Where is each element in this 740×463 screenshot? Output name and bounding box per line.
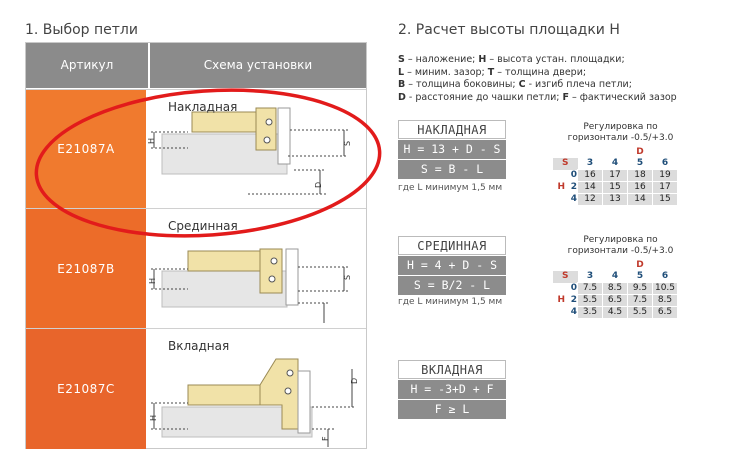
h-value: 2	[570, 295, 577, 305]
legend-line: S – наложение; H – высота устан. площадки;	[398, 54, 625, 65]
value-cell: 9.5	[628, 283, 653, 295]
value-cell: 14	[628, 194, 653, 206]
h-label: H	[557, 182, 565, 192]
table-row	[553, 170, 678, 182]
article-cell: E21087C	[26, 329, 146, 449]
d-value: 4	[611, 271, 619, 281]
value-cell: 5.5	[578, 295, 603, 307]
value-cell: 10.5	[653, 283, 678, 295]
h-value: 2	[570, 182, 577, 192]
formula-note: где L минимум 1,5 мм	[398, 183, 503, 193]
h-value: 4	[570, 307, 577, 317]
diagram-letter-d: D	[350, 377, 359, 384]
formula-line: H = 13 + D - S	[398, 140, 506, 159]
adjustment-grid	[553, 260, 678, 319]
scheme-label: Срединная	[168, 219, 238, 233]
table-row	[553, 295, 678, 307]
d-value: 3	[586, 158, 594, 168]
formula-line: S = B - L	[398, 160, 506, 179]
diagram-letter-f: F	[321, 436, 330, 441]
h-value: 0	[570, 170, 577, 180]
value-cell: 7.5	[628, 295, 653, 307]
s-label: S	[553, 158, 578, 170]
formula-line: H = 4 + D - S	[398, 256, 506, 275]
value-cell: 16	[578, 170, 603, 182]
left-section-title: 1. Выбор петли	[25, 22, 138, 38]
value-cell: 5.5	[628, 307, 653, 319]
s-label: S	[553, 271, 578, 283]
diagram-letter-h: H	[148, 277, 157, 284]
d-label: D	[636, 260, 644, 270]
d-value: 6	[661, 271, 669, 281]
h-label: H	[557, 295, 565, 305]
table-row	[553, 307, 678, 319]
diagram-letter-s: S	[343, 274, 352, 280]
h-value: 0	[570, 283, 577, 293]
value-cell: 17	[603, 170, 628, 182]
header-article: Артикул	[60, 58, 114, 72]
header-scheme: Схема установки	[203, 58, 313, 72]
adjustment-title: Регулировка по горизонтали -0.5/+3.0	[567, 235, 674, 256]
formula-line: H = -3+D + F	[398, 380, 506, 399]
value-cell: 18	[628, 170, 653, 182]
diagram-letter-h: H	[149, 414, 158, 421]
formula-line: F ≥ L	[398, 400, 506, 419]
value-cell: 8.5	[653, 295, 678, 307]
d-value: 4	[611, 158, 619, 168]
diagram-letter-h: H	[147, 137, 156, 144]
value-cell: 15	[603, 182, 628, 194]
value-cell: 6.5	[653, 307, 678, 319]
diagram-letter-d: D	[314, 181, 323, 188]
value-cell: 6.5	[603, 295, 628, 307]
right-section-title: 2. Расчет высоты площадки H	[398, 22, 620, 38]
d-value: 3	[586, 271, 594, 281]
adjustment-table-half-overlay	[553, 235, 688, 319]
adjustment-table-overlay	[553, 122, 688, 206]
h-value: 4	[570, 194, 577, 204]
scheme-label: Накладная	[168, 100, 238, 114]
legend-line: B – толщина боковины; C - изгиб плеча петли;	[398, 79, 632, 90]
value-cell: 12	[578, 194, 603, 206]
value-cell: 13	[603, 194, 628, 206]
formula-line: S = B/2 - L	[398, 276, 506, 295]
legend-line: L – миним. зазор; T – толщина двери;	[398, 66, 587, 78]
legend-line: D - расстояние до чашки петли; F – фактический зазор	[398, 91, 677, 103]
formula-note: где L минимум 1,5 мм	[398, 297, 503, 307]
formula-title: СРЕДИННАЯ	[398, 236, 506, 255]
article-cell: E21087A	[26, 90, 146, 208]
table-row	[553, 182, 678, 194]
value-cell: 14	[578, 182, 603, 194]
adjustment-title: Регулировка по горизонтали -0.5/+3.0	[567, 122, 674, 143]
formula-title: ВКЛАДНАЯ	[398, 360, 506, 379]
table-row	[553, 283, 678, 295]
value-cell: 19	[653, 170, 678, 182]
value-cell: 16	[628, 182, 653, 194]
scheme-label: Вкладная	[168, 339, 230, 353]
value-cell: 3.5	[578, 307, 603, 319]
value-cell: 15	[653, 194, 678, 206]
d-value: 6	[661, 158, 669, 168]
value-cell: 17	[653, 182, 678, 194]
formula-title: НАКЛАДНАЯ	[398, 120, 506, 139]
d-value: 5	[636, 158, 644, 168]
formula-box-inset	[398, 360, 506, 419]
value-cell: 8.5	[603, 283, 628, 295]
diagram-letter-s: S	[343, 140, 352, 146]
value-cell: 4.5	[603, 307, 628, 319]
variables-legend	[398, 54, 728, 104]
value-cell: 7.5	[578, 283, 603, 295]
d-value: 5	[636, 271, 644, 281]
formula-box-half-overlay	[398, 236, 506, 295]
d-label: D	[636, 147, 644, 157]
article-cell: E21087B	[26, 209, 146, 328]
table-row	[553, 194, 678, 206]
adjustment-grid	[553, 147, 678, 206]
formula-box-overlay	[398, 120, 506, 179]
